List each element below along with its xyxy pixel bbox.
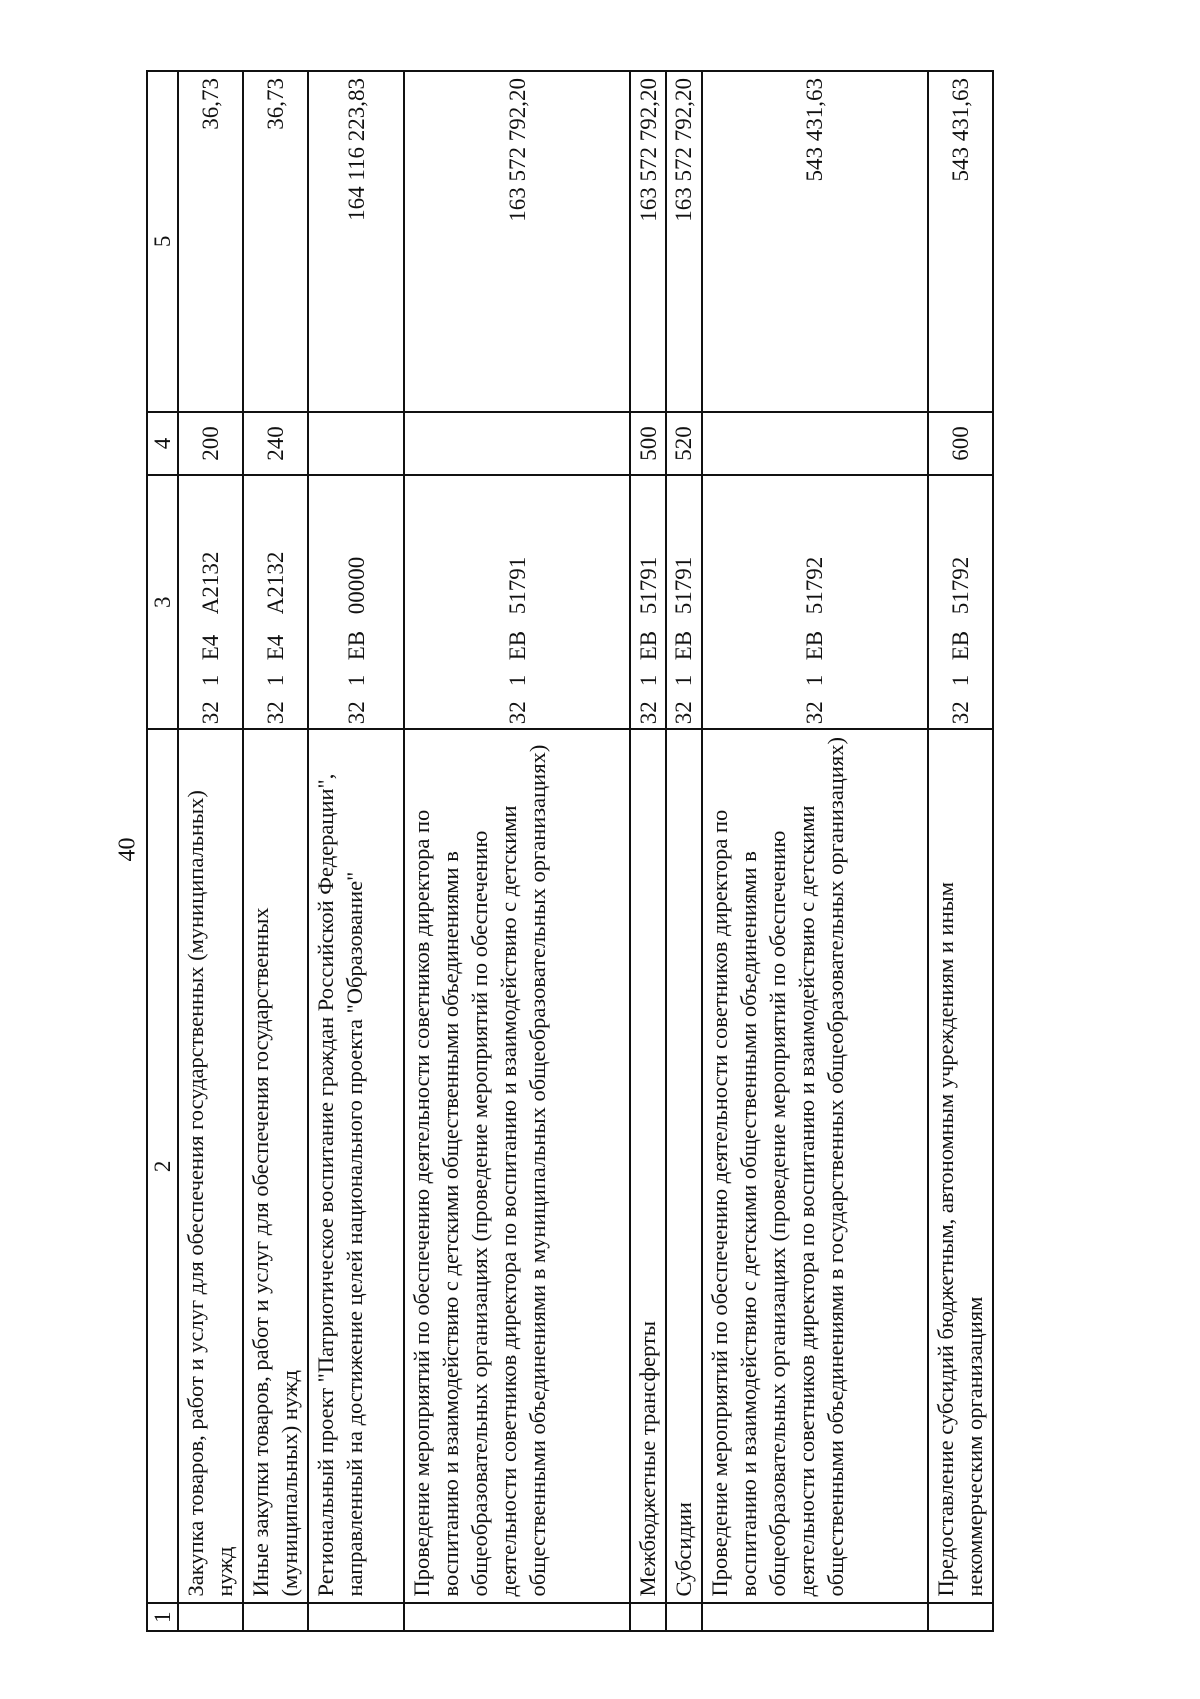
header-col-4: 4: [147, 412, 178, 476]
row-number: [666, 1603, 702, 1631]
row-expense-type: 200: [178, 412, 243, 476]
row-code: 321ЕВ51791: [630, 475, 666, 729]
row-code: 321ЕВ00000: [308, 475, 404, 729]
row-expense-type: 240: [243, 412, 308, 476]
table-row: [243, 71, 308, 1631]
row-name: Иные закупки товаров, работ и услуг для обеспечения государственных (муниципальных) нужд: [243, 729, 308, 1603]
row-number: [702, 1603, 928, 1631]
header-col-3: 3: [147, 475, 178, 729]
row-number: [630, 1603, 666, 1631]
header-col-1: 1: [147, 1603, 178, 1631]
row-number: [243, 1603, 308, 1631]
row-amount: 163 572 792,20: [666, 71, 702, 412]
table-row: [702, 71, 928, 1631]
header-row: [147, 71, 178, 1631]
row-code: 321ЕВ51791: [666, 475, 702, 729]
row-code: 321ЕВ51791: [404, 475, 630, 729]
row-amount: 36,73: [178, 71, 243, 412]
row-expense-type: [404, 412, 630, 476]
row-name: Проведение мероприятий по обеспечению деятельности советников директора по воспитанию и взаимодействию с детскими общественными объединениями в общеобразовательных организациях (проведение мероприятий по обеспечению деятельности советников директора по воспитанию и взаимодействию с детскими общественными объединениями в государственных общеобразовательных организациях): [702, 729, 928, 1603]
table-row: [928, 71, 993, 1631]
row-amount: 543 431,63: [928, 71, 993, 412]
row-expense-type: [702, 412, 928, 476]
table-row: [666, 71, 702, 1631]
budget-table-container: [146, 70, 994, 1632]
row-expense-type: 520: [666, 412, 702, 476]
header-col-5: 5: [147, 71, 178, 412]
row-number: [404, 1603, 630, 1631]
row-amount: 163 572 792,20: [404, 71, 630, 412]
row-code: 321ЕВ51792: [928, 475, 993, 729]
row-number: [308, 1603, 404, 1631]
row-code: 321Е4А2132: [243, 475, 308, 729]
row-amount: 36,73: [243, 71, 308, 412]
row-expense-type: [308, 412, 404, 476]
row-name: Региональный проект "Патриотическое воспитание граждан Российской Федерации", направленный на достижение целей национального проекта "Образование": [308, 729, 404, 1603]
row-amount: 163 572 792,20: [630, 71, 666, 412]
row-expense-type: 500: [630, 412, 666, 476]
row-name: Предоставление субсидий бюджетным, автономным учреждениям и иным некоммерческим организациям: [928, 729, 993, 1603]
table-row: [630, 71, 666, 1631]
row-name: Закупка товаров, работ и услуг для обеспечения государственных (муниципальных) нужд: [178, 729, 243, 1603]
row-amount: 164 116 223,83: [308, 71, 404, 412]
header-col-2: 2: [147, 729, 178, 1603]
page-number: 40: [114, 837, 141, 862]
table-row: [308, 71, 404, 1631]
row-number: [928, 1603, 993, 1631]
table-row: [178, 71, 243, 1631]
row-name: Проведение мероприятий по обеспечению деятельности советников директора по воспитанию и взаимодействию с детскими общественными объединениями в общеобразовательных организациях (проведение мероприятий по обеспечению деятельности советников директора по воспитанию и взаимодействию с детскими общественными объединениями в муниципальных общеобразовательных организациях): [404, 729, 630, 1603]
row-code: 321Е4А2132: [178, 475, 243, 729]
row-number: [178, 1603, 243, 1631]
row-code: 321ЕВ51792: [702, 475, 928, 729]
row-amount: 543 431,63: [702, 71, 928, 412]
row-name: Субсидии: [666, 729, 702, 1603]
row-expense-type: 600: [928, 412, 993, 476]
table-row: [404, 71, 630, 1631]
budget-table: [146, 70, 994, 1632]
row-name: Межбюджетные трансферты: [630, 729, 666, 1603]
